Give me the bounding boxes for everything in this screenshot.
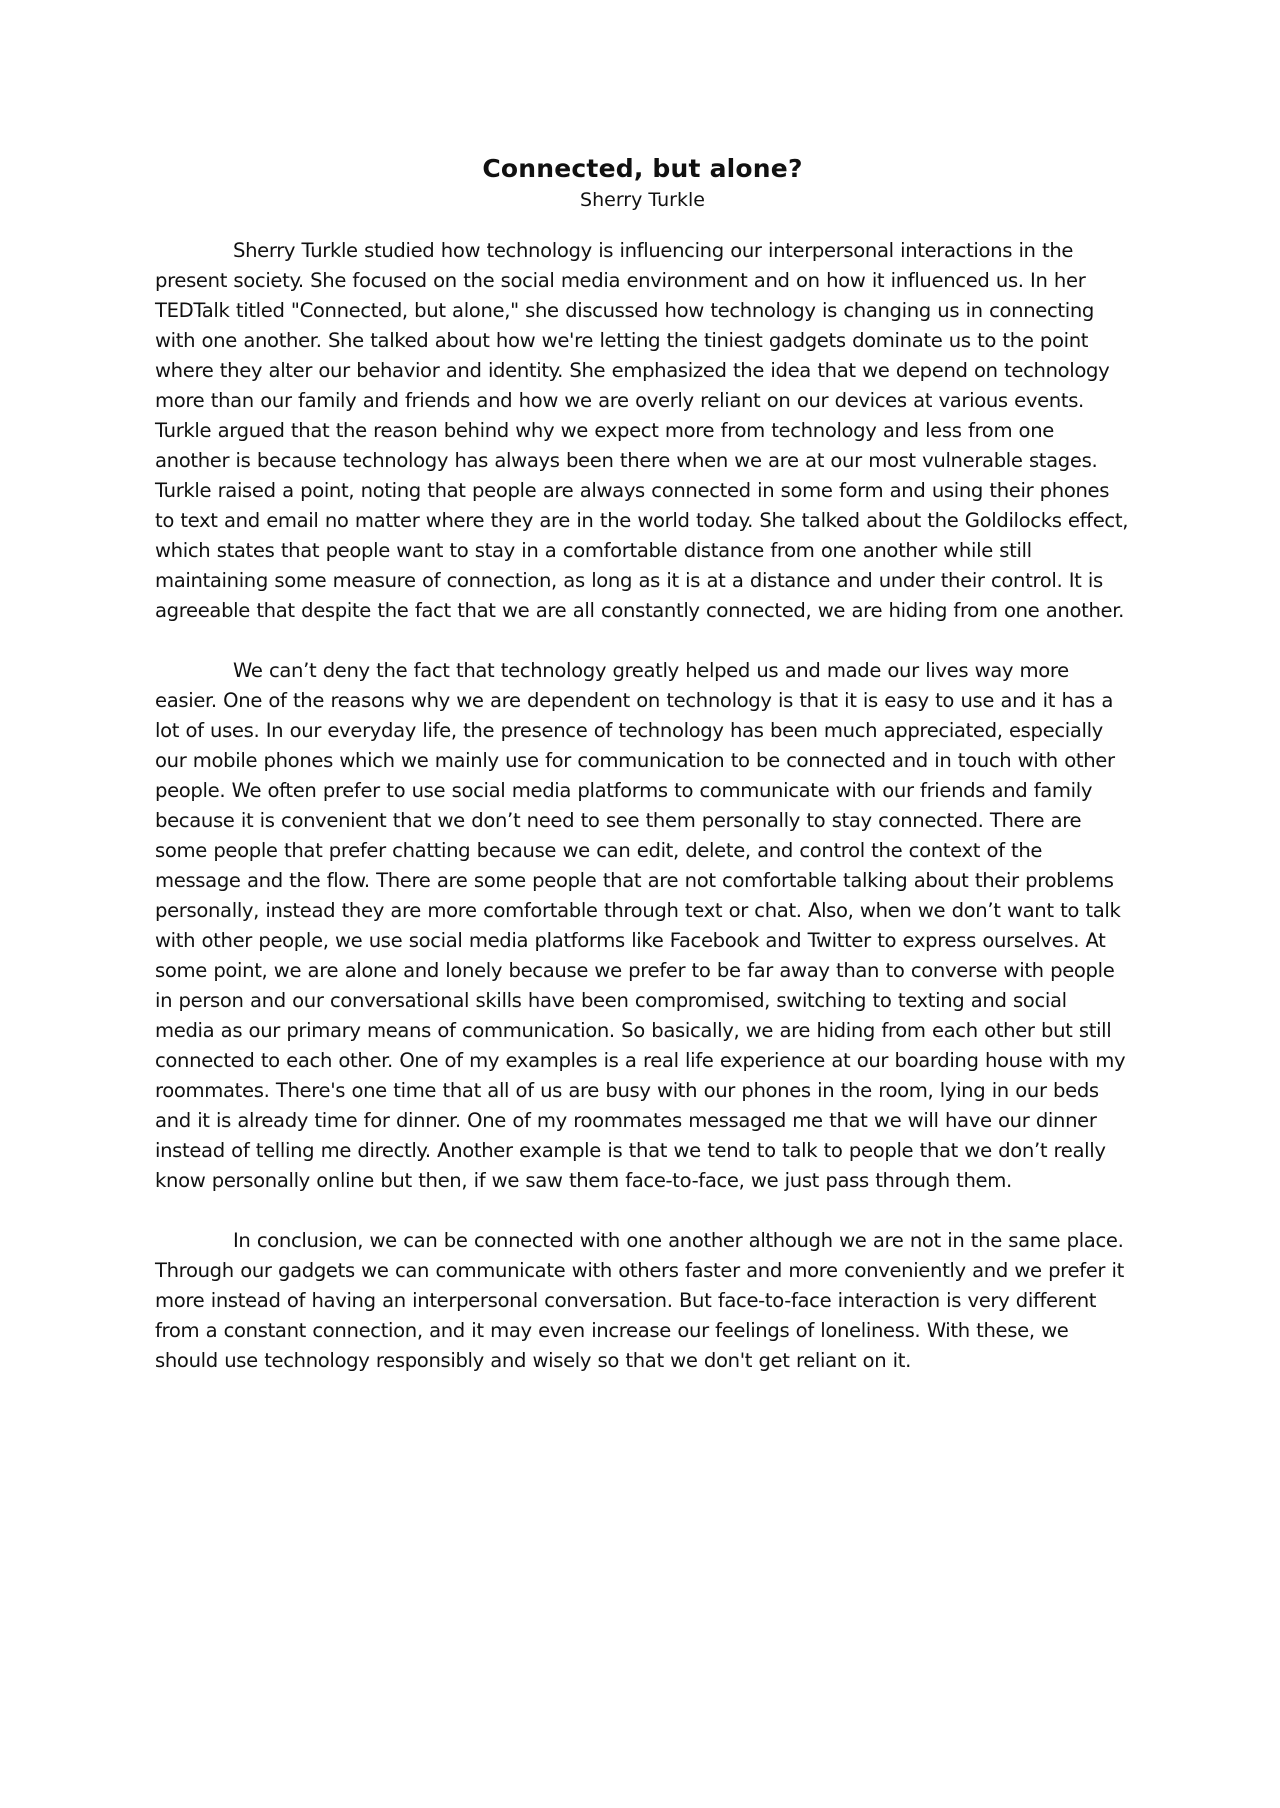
paragraph-2: We can’t deny the fact that technology greatly helped us and made our lives way more easier. One of the reasons why we are dependent on technology is that it is easy to use and it has a lot of uses. In our everyday life, the presence of technology has been much appreciated, especially our mobile phones which we mainly use for communication to be connected and in touch with other people. We often prefer to use social media platforms to communicate with our friends and family because it is convenient that we don’t need to see them personally to stay connected. There are some people that prefer chatting because we can edit, delete, and control the context of the message and the flow. There are some people that are not comfortable talking about their problems personally, instead they are more comfortable through text or chat. Also, when we don’t want to talk with other people, we use social media platforms like Facebook and Twitter to express ourselves. At some point, we are alone and lonely because we prefer to be far away than to converse with people in person and our conversational skills have been compromised, switching to texting and social media as our primary means of communication. So basically, we are hiding from each other but still connected to each other. One of my examples is a real life experience at our boarding house with my roommates. There's one time that all of us are busy with our phones in the room, lying in our beds and it is already time for dinner. One of my roommates messaged me that we will have our dinner instead of telling me directly. Another example is that we tend to talk to people that we don’t really know personally online but then, if we saw them face-to-face, we just pass through them. (155, 659, 1126, 1192)
document-title: Connected, but alone? (482, 154, 803, 183)
paragraph-3: In conclusion, we can be connected with one another although we are not in the same place. Through our gadgets we can communicate with others faster and more conveniently and we prefer it more instead of having an interpersonal conversation. But face-to-face interaction is very different from a constant connection, and it may even increase our feelings of loneliness. With these, we should use technology responsibly and wisely so that we don't get reliant on it. (155, 1229, 1124, 1372)
paragraph-1: Sherry Turkle studied how technology is influencing our interpersonal interactions in the present society. She focused on the social media environment and on how it influenced us. In her TEDTalk titled "Connected, but alone," she discussed how technology is changing us in connecting with one another. She talked about how we're letting the tiniest gadgets dominate us to the point where they alter our behavior and identity. She emphasized the idea that we depend on technology more than our family and friends and how we are overly reliant on our devices at various events. Turkle argued that the reason behind why we expect more from technology and less from one another is because technology has always been there when we are at our most vulnerable stages. Turkle raised a point, noting that people are always connected in some form and using their phones to text and email no matter where they are in the world today. She talked about the Goldilocks effect, which states that people want to stay in a comfortable distance from one another while still maintaining some measure of connection, as long as it is at a distance and under their control. It is agreeable that despite the fact that we are all constantly connected, we are hiding from one another. (155, 239, 1129, 622)
document-body (155, 152, 1130, 1406)
document-author: Sherry Turkle (580, 189, 705, 211)
